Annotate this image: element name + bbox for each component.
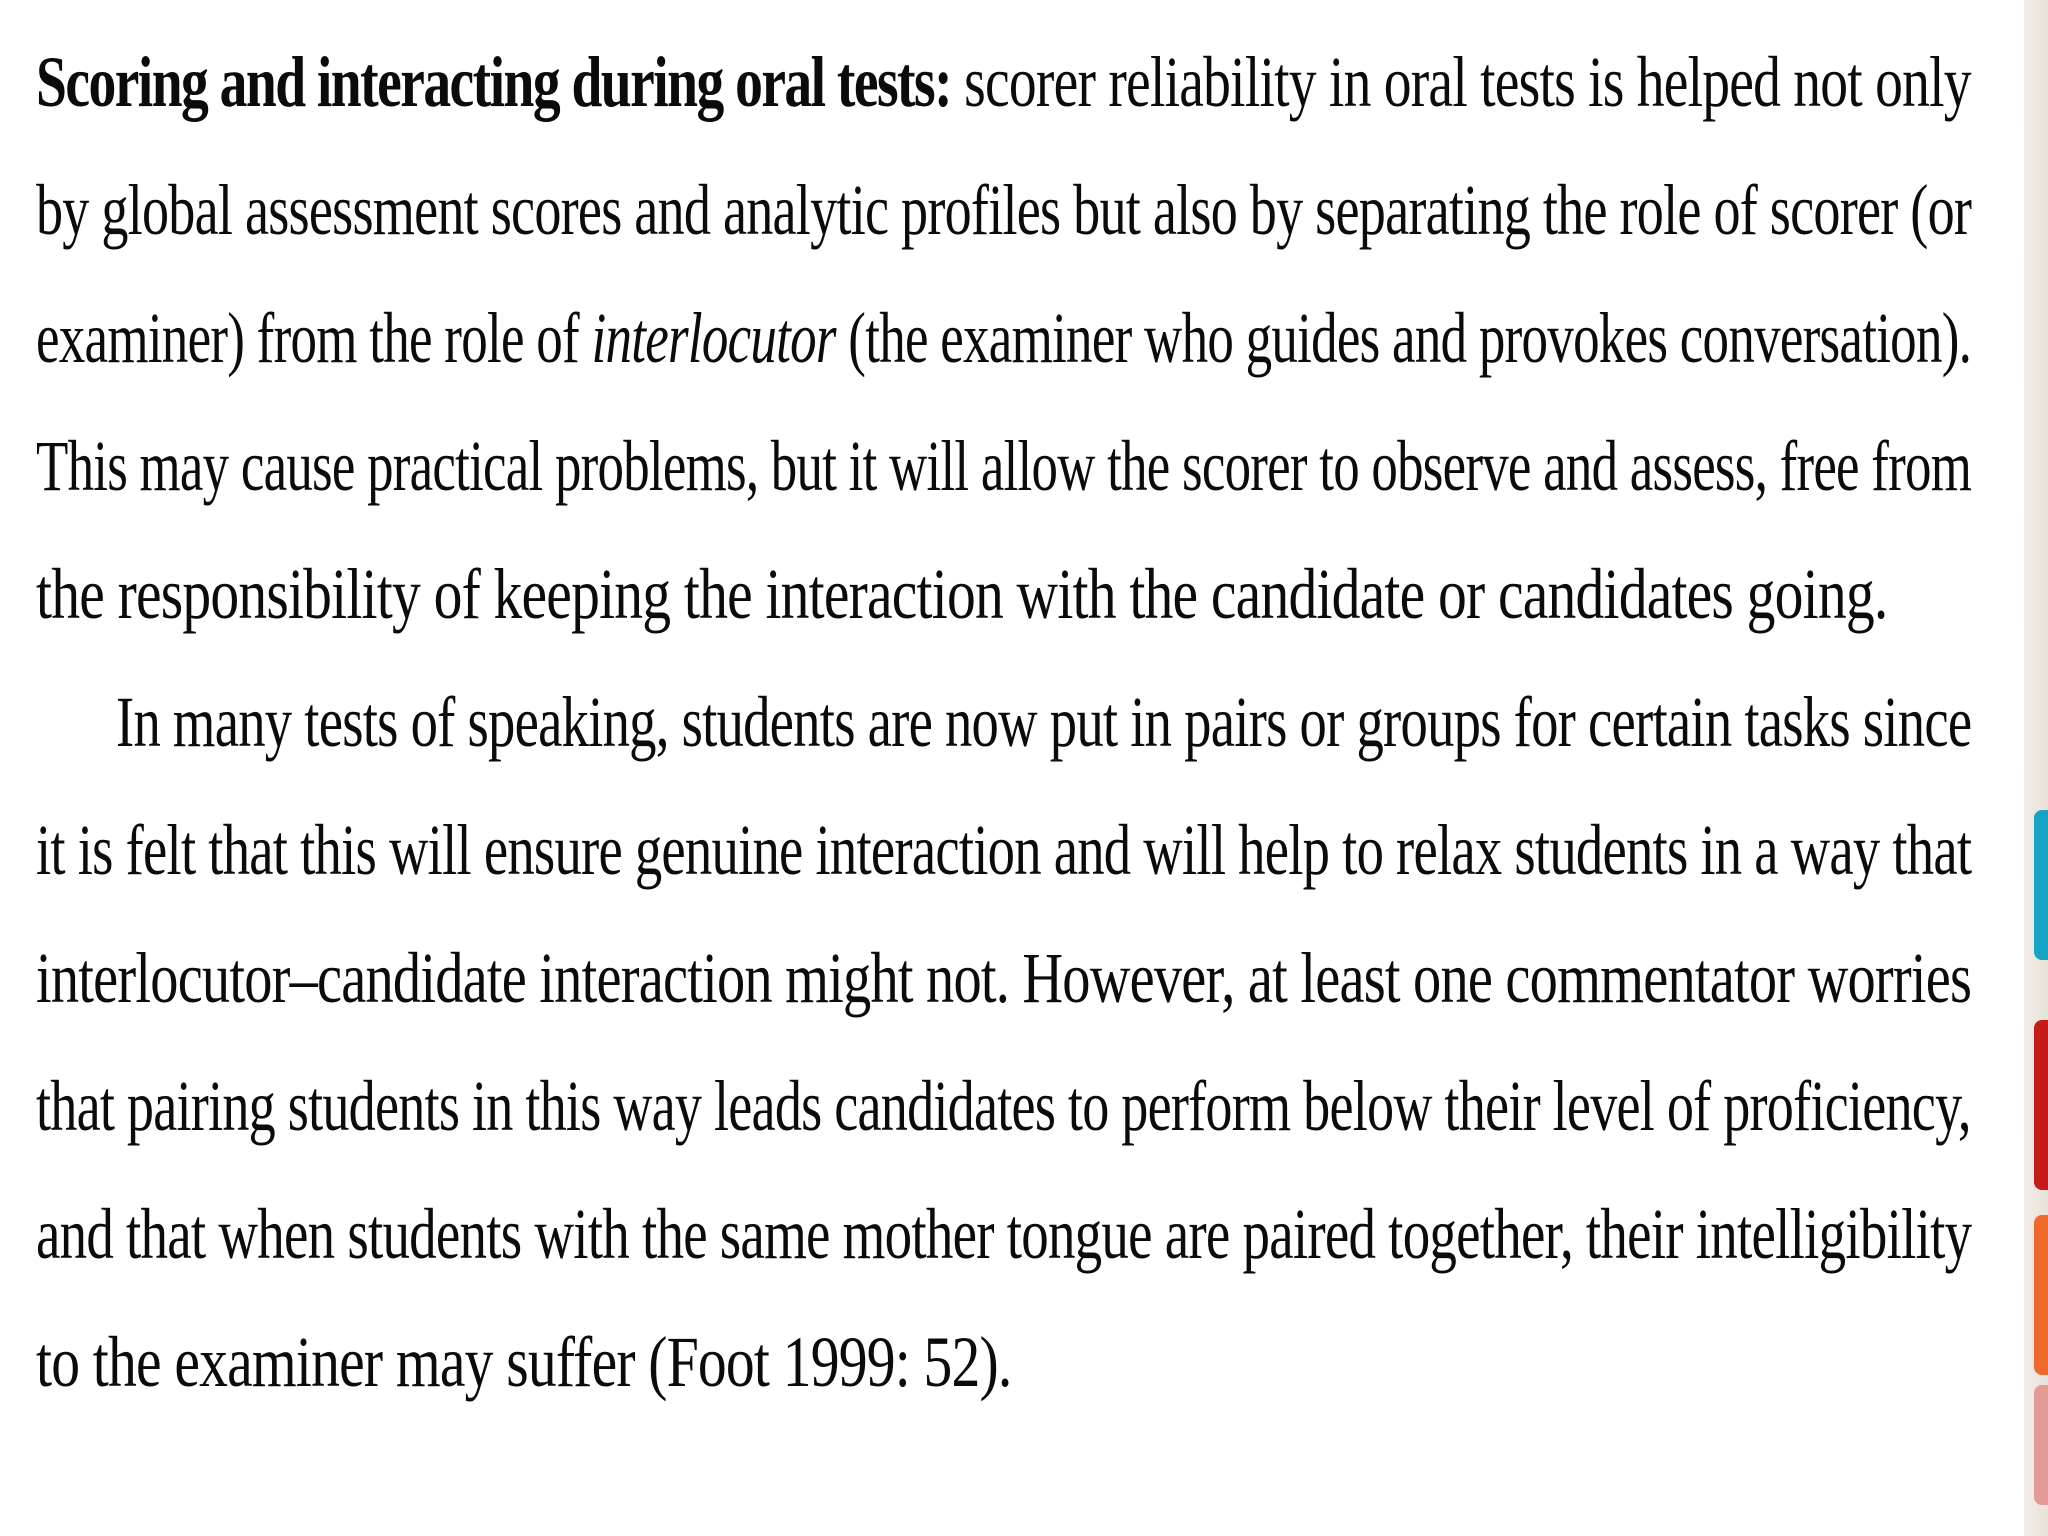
line-text: that pairing students in this way leads candidates to perform below their level of proficiency, bbox=[36, 1066, 1971, 1146]
line-text: and that when students with the same mother tongue are paired together, their intelligibility bbox=[36, 1194, 1972, 1274]
text-line-2 bbox=[36, 170, 1971, 250]
line-text: In many tests of speaking, students are now put in pairs or groups for certain tasks since bbox=[116, 682, 1972, 762]
text-line-11 bbox=[36, 1322, 1012, 1402]
text-line-1 bbox=[36, 42, 1971, 122]
adjacent-tab-edge bbox=[2034, 1215, 2048, 1375]
text-line-8 bbox=[36, 938, 1971, 1018]
adjacent-tab-edge bbox=[2034, 1385, 2048, 1505]
line-text: (the examiner who guides and provokes conversation). bbox=[835, 298, 1972, 378]
line-text: This may cause practical problems, but it will allow the scorer to observe and assess, free from bbox=[36, 426, 1972, 506]
line-text: interlocutor–candidate interaction might not. However, at least one commentator worries bbox=[36, 938, 1972, 1018]
line-text: it is felt that this will ensure genuine interaction and will help to relax students in a way that bbox=[36, 810, 1972, 890]
text-line-4 bbox=[36, 426, 1971, 506]
line-text: examiner) from the role of bbox=[36, 298, 592, 378]
text-line-3 bbox=[36, 298, 1971, 378]
text-line-10 bbox=[36, 1194, 1971, 1274]
text-line-5 bbox=[36, 554, 1887, 634]
text-line-9 bbox=[36, 1066, 1971, 1146]
line-text: by global assessment scores and analytic profiles but also by separating the role of scorer (or bbox=[36, 170, 1972, 250]
section-heading: Scoring and interacting during oral tests: bbox=[36, 42, 952, 122]
line-text: the responsibility of keeping the interaction with the candidate or candidates going. bbox=[36, 554, 1888, 634]
text-line-6 bbox=[116, 682, 1971, 762]
line-text: to the examiner may suffer (Foot 1999: 52). bbox=[36, 1322, 1012, 1402]
italic-term: interlocutor bbox=[591, 298, 836, 378]
line-text: scorer reliability in oral tests is helped not only bbox=[951, 42, 1971, 122]
adjacent-tab-edge bbox=[2034, 1020, 2048, 1190]
text-line-7 bbox=[36, 810, 1971, 890]
adjacent-tab-edge bbox=[2034, 810, 2048, 960]
